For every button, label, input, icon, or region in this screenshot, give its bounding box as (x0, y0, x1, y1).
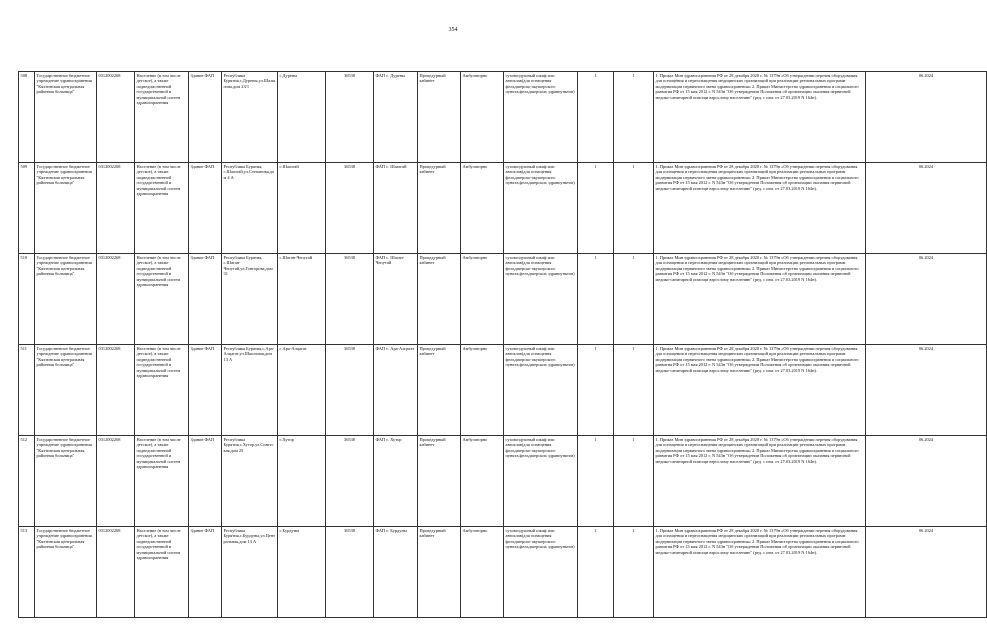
address-cell: Республика Бурятия, с.Шаазгай,ул.Степанова,дом 4 А (222, 163, 278, 254)
address-cell: Республика Бурятия, с.Шаган-Чепутай,ул.Гонгорова,дом 31 (222, 254, 278, 345)
code-cell: 36538 (326, 72, 374, 163)
table-row (19, 254, 987, 345)
organization-cell: Государственное бюджетное учреждение здравоохранения "Кяхтинская центральная районная больница" (35, 163, 97, 254)
organization-cell: Государственное бюджетное учреждение здравоохранения "Кяхтинская центральная районная больница" (35, 527, 97, 618)
settlement-cell: с.Хутор (278, 436, 326, 527)
table-row (19, 436, 987, 527)
code-cell: 36538 (326, 163, 374, 254)
fap-cell: ФАП с. Шаазгай (374, 163, 418, 254)
inn-cell: 0312002268 (97, 254, 135, 345)
table-row (19, 527, 987, 618)
quantity-cell: 1 (578, 163, 614, 254)
quantity-cell-2: 1 (614, 436, 654, 527)
population-cell: Население (в том числе детское), а также подведомственной государственной и муниципальной систем здравоохранения (135, 72, 189, 163)
inn-cell: 0312002268 (97, 72, 135, 163)
row-number: 513 (19, 527, 35, 618)
address-cell: Республика Бурятия,с.Ара-Алцагат,ул.Школьная,дом 13 А (222, 345, 278, 436)
equipment-cell: суховоздушный шкаф или автоклав(для оснащения фельдшерско-акушерского пункта,фельдшерских здравпунктов) (504, 254, 578, 345)
quantity-cell: 1 (578, 254, 614, 345)
population-cell: Население (в том числе детское), а также подведомственной государственной и муниципальной систем здравоохранения (135, 527, 189, 618)
settlement-cell: с.Ара-Алцагат (278, 345, 326, 436)
address-cell: Республика Бурятия,с.Бурдуны,ул.Центральная,дом 13 А (222, 527, 278, 618)
equipment-cell: суховоздушный шкаф или автоклав(для оснащения фельдшерско-акушерского пункта,фельдшерских здравпунктов) (504, 527, 578, 618)
room-cell: Процедурный кабинет (418, 72, 461, 163)
date-cell: 06.2024 (866, 345, 987, 436)
fap-cell: ФАП с. Бурдуны (374, 527, 418, 618)
code-cell: 36538 (326, 345, 374, 436)
code-cell: 36538 (326, 436, 374, 527)
building-cell: Здание ФАП (189, 345, 222, 436)
settlement-cell: с.Бурдуны (278, 527, 326, 618)
date-cell: 06.2024 (866, 436, 987, 527)
date-cell: 06.2024 (866, 254, 987, 345)
legal-basis-cell: 1. Приказ Мин здравоохранения РФ от 28 декабря 2020 г. № 1379н «Об утверждении перечня оборудования для оснащения и переоснащения медицинских организаций при реализации региональных программ модернизации первичного звена здравоохранения» 2. Приказ Министерства здравоохранения и социального развития РФ от 15 мая 2012 г. N 543н "Об утверждении Положения об организации оказания первичной медико-санитарной помощи взрослому населению" (ред. с изм. от 27.03.2019 N 164н). (654, 436, 866, 527)
row-number: 508 (19, 72, 35, 163)
building-cell: Здание ФАП (189, 72, 222, 163)
code-cell: 36538 (326, 527, 374, 618)
address-cell: Республика Бурятия,с.Хутор,ул.Советская,дом 25 (222, 436, 278, 527)
fap-cell: ФАП с. Ара-Алцагат (374, 345, 418, 436)
organization-cell: Государственное бюджетное учреждение здравоохранения "Кяхтинская центральная районная больница" (35, 345, 97, 436)
equipment-cell: суховоздушный шкаф или автоклав(для оснащения фельдшерско-акушерского пункта,фельдшерских здравпунктов) (504, 436, 578, 527)
department-cell: Амбулаторно (461, 527, 504, 618)
organization-cell: Государственное бюджетное учреждение здравоохранения "Кяхтинская центральная районная больница" (35, 72, 97, 163)
quantity-cell: 1 (578, 436, 614, 527)
room-cell: Процедурный кабинет (418, 254, 461, 345)
department-cell: Амбулаторно (461, 163, 504, 254)
quantity-cell-2: 1 (614, 72, 654, 163)
row-number: 512 (19, 436, 35, 527)
department-cell: Амбулаторно (461, 345, 504, 436)
quantity-cell: 1 (578, 527, 614, 618)
fap-cell: ФАП с. Хутор (374, 436, 418, 527)
equipment-cell: суховоздушный шкаф или автоклав(для оснащения фельдшерско-акушерского пункта,фельдшерских здравпунктов) (504, 163, 578, 254)
department-cell: Амбулаторно (461, 72, 504, 163)
legal-basis-cell: 1. Приказ Мин здравоохранения РФ от 28 декабря 2020 г. № 1379н «Об утверждении перечня оборудования для оснащения и переоснащения медицинских организаций при реализации региональных программ модернизации первичного звена здравоохранения» 2. Приказ Министерства здравоохранения и социального развития РФ от 15 мая 2012 г. N 543н "Об утверждении Положения об организации оказания первичной медико-санитарной помощи взрослому населению" (ред. с изм. от 27.03.2019 N 164н). (654, 163, 866, 254)
quantity-cell-2: 1 (614, 527, 654, 618)
fap-cell: ФАП с. Шаган-Чепутай (374, 254, 418, 345)
building-cell: Здание ФАП (189, 436, 222, 527)
inn-cell: 0312002268 (97, 436, 135, 527)
table-row (19, 72, 987, 163)
organization-cell: Государственное бюджетное учреждение здравоохранения "Кяхтинская центральная районная больница" (35, 436, 97, 527)
department-cell: Амбулаторно (461, 436, 504, 527)
inn-cell: 0312002268 (97, 163, 135, 254)
legal-basis-cell: 1. Приказ Мин здравоохранения РФ от 28 декабря 2020 г. № 1379н «Об утверждении перечня оборудования для оснащения и переоснащения медицинских организаций при реализации региональных программ модернизации первичного звена здравоохранения» 2. Приказ Министерства здравоохранения и социального развития РФ от 15 мая 2012 г. N 543н "Об утверждении Положения об организации оказания первичной медико-санитарной помощи взрослому населению" (ред. с изм. от 27.03.2019 N 164н). (654, 254, 866, 345)
quantity-cell-2: 1 (614, 254, 654, 345)
date-cell: 06.2024 (866, 72, 987, 163)
page-number: 354 (448, 27, 458, 33)
inn-cell: 0312002268 (97, 345, 135, 436)
equipment-cell: суховоздушный шкаф или автоклав(для оснащения фельдшерско-акушерского пункта,фельдшерских здравпунктов) (504, 345, 578, 436)
legal-basis-cell: 1. Приказ Мин здравоохранения РФ от 28 декабря 2020 г. № 1379н «Об утверждении перечня оборудования для оснащения и переоснащения медицинских организаций при реализации региональных программ модернизации первичного звена здравоохранения» 2. Приказ Министерства здравоохранения и социального развития РФ от 15 мая 2012 г. N 543н "Об утверждении Положения об организации оказания первичной медико-санитарной помощи взрослому населению" (ред. с изм. от 27.03.2019 N 164н). (654, 72, 866, 163)
address-cell: Республика Бурятия,с.Дурены,ул.Шалыгина,дом 23/1 (222, 72, 278, 163)
table-row (19, 163, 987, 254)
quantity-cell-2: 1 (614, 163, 654, 254)
inn-cell: 0312002268 (97, 527, 135, 618)
equipment-table (18, 71, 987, 618)
row-number: 511 (19, 345, 35, 436)
equipment-cell: суховоздушный шкаф или автоклав(для оснащения фельдшерско-акушерского пункта,фельдшерских здравпунктов) (504, 72, 578, 163)
room-cell: Процедурный кабинет (418, 163, 461, 254)
room-cell: Процедурный кабинет (418, 527, 461, 618)
table-row (19, 345, 987, 436)
legal-basis-cell: 1. Приказ Мин здравоохранения РФ от 28 декабря 2020 г. № 1379н «Об утверждении перечня оборудования для оснащения и переоснащения медицинских организаций при реализации региональных программ модернизации первичного звена здравоохранения» 2. Приказ Министерства здравоохранения и социального развития РФ от 15 мая 2012 г. N 543н "Об утверждении Положения об организации оказания первичной медико-санитарной помощи взрослому населению" (ред. с изм. от 27.03.2019 N 164н). (654, 345, 866, 436)
room-cell: Процедурный кабинет (418, 436, 461, 527)
quantity-cell: 1 (578, 72, 614, 163)
building-cell: Здание ФАП (189, 527, 222, 618)
settlement-cell: с.Шаган-Чепутай (278, 254, 326, 345)
row-number: 509 (19, 163, 35, 254)
building-cell: Здание ФАП (189, 254, 222, 345)
population-cell: Население (в том числе детское), а также подведомственной государственной и муниципальной систем здравоохранения (135, 254, 189, 345)
quantity-cell-2: 1 (614, 345, 654, 436)
settlement-cell: с.Шаазгай (278, 163, 326, 254)
quantity-cell: 1 (578, 345, 614, 436)
row-number: 510 (19, 254, 35, 345)
date-cell: 06.2024 (866, 163, 987, 254)
building-cell: Здание ФАП (189, 163, 222, 254)
date-cell: 06.2024 (866, 527, 987, 618)
settlement-cell: с.Дурены (278, 72, 326, 163)
legal-basis-cell: 1. Приказ Мин здравоохранения РФ от 28 декабря 2020 г. № 1379н «Об утверждении перечня оборудования для оснащения и переоснащения медицинских организаций при реализации региональных программ модернизации первичного звена здравоохранения» 2. Приказ Министерства здравоохранения и социального развития РФ от 15 мая 2012 г. N 543н "Об утверждении Положения об организации оказания первичной медико-санитарной помощи взрослому населению" (ред. с изм. от 27.03.2019 N 164н). (654, 527, 866, 618)
fap-cell: ФАП с. Дурены (374, 72, 418, 163)
organization-cell: Государственное бюджетное учреждение здравоохранения "Кяхтинская центральная районная больница" (35, 254, 97, 345)
population-cell: Население (в том числе детское), а также подведомственной государственной и муниципальной систем здравоохранения (135, 163, 189, 254)
population-cell: Население (в том числе детское), а также подведомственной государственной и муниципальной систем здравоохранения (135, 345, 189, 436)
code-cell: 36538 (326, 254, 374, 345)
department-cell: Амбулаторно (461, 254, 504, 345)
population-cell: Население (в том числе детское), а также подведомственной государственной и муниципальной систем здравоохранения (135, 436, 189, 527)
room-cell: Процедурный кабинет (418, 345, 461, 436)
